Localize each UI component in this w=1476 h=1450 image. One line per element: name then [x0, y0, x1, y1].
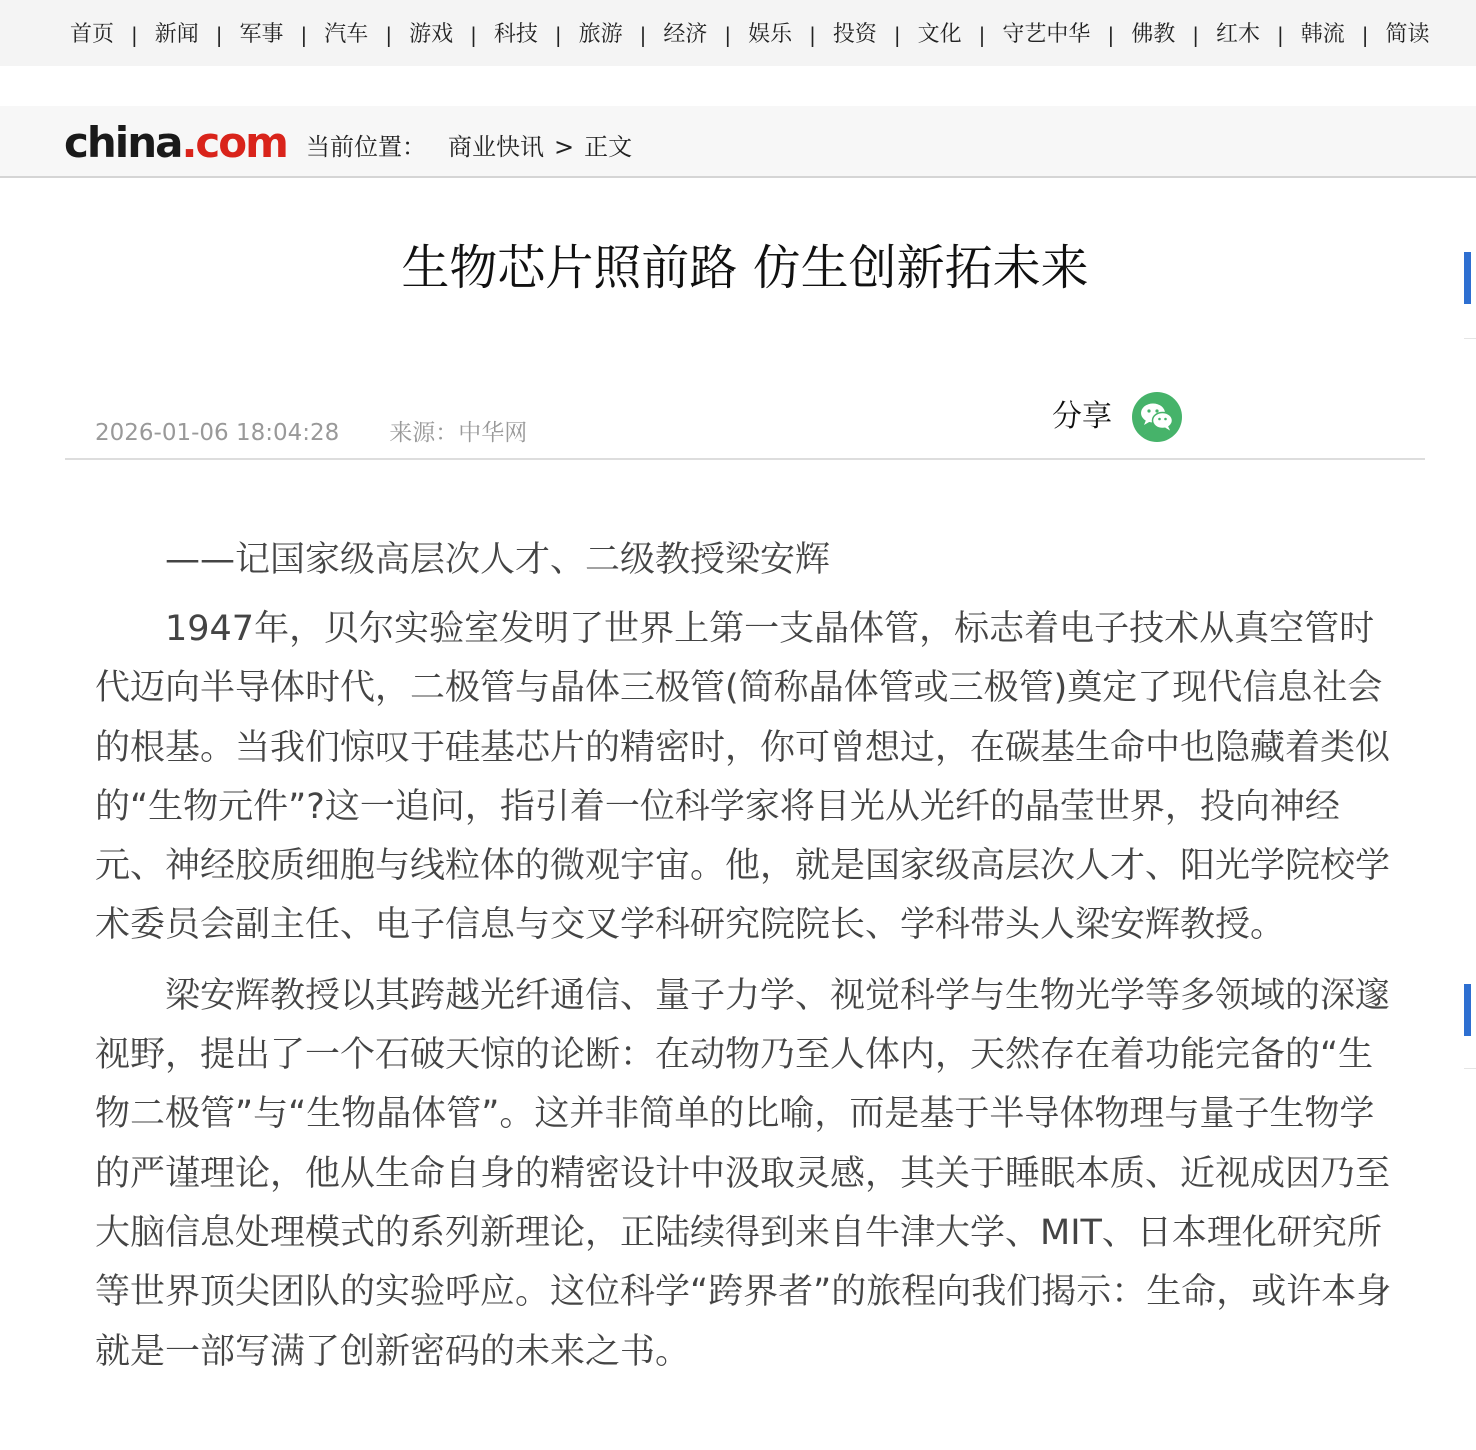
wechat-icon[interactable]	[1132, 392, 1182, 442]
nav-link[interactable]: 首页	[70, 22, 115, 47]
article-meta	[95, 418, 527, 448]
nav-separator: |	[1107, 23, 1115, 47]
site-header	[0, 106, 1476, 178]
share-bar	[1052, 392, 1182, 442]
right-edge-accent-top	[1464, 252, 1471, 304]
nav-link[interactable]: 佛教	[1131, 22, 1176, 47]
nav-item	[114, 20, 199, 50]
right-edge-divider-bottom	[1464, 1068, 1476, 1069]
logo-text-china: china	[64, 118, 182, 167]
nav-separator: |	[1192, 23, 1199, 47]
nav-item	[877, 20, 962, 50]
nav-separator: |	[385, 23, 393, 47]
nav-separator: |	[131, 23, 138, 47]
breadcrumb-category-link[interactable]: 商业快讯	[448, 133, 544, 161]
nav-separator: |	[809, 23, 816, 47]
breadcrumb	[306, 132, 632, 162]
nav-separator: |	[893, 23, 901, 47]
nav-item	[1090, 20, 1175, 50]
article-paragraph-2: 梁安辉教授以其跨越光纤通信、量子力学、视觉科学与生物光学等多领域的深邃视野，提出了一个石破天惊的论断：在动物乃至人体内，天然存在着功能完备的“生物二极管”与“生物晶体管”。这并非简单的比喻，而是基于半导体物理与量子生物学的严谨理论，他从生命自身的精密设计中汲取灵感，其关于睡眠本质、近视成因乃至大脑信息处理模式的系列新理论，正陆续得到来自牛津大学、MIT、日本理化研究所等世界顶尖团队的实验呼应。这位科学“跨界者”的旅程向我们揭示：生命，或许本身就是一部写满了创新密码的未来之书。	[95, 975, 1392, 1372]
article-body	[95, 530, 1395, 1393]
nav-item	[538, 20, 623, 50]
nav-item	[70, 20, 114, 50]
nav-link[interactable]: 文化	[917, 22, 962, 47]
right-edge-divider-top	[1464, 338, 1476, 339]
site-logo[interactable]	[64, 118, 287, 168]
nav-link[interactable]: 投资	[832, 22, 877, 47]
nav-link[interactable]: 旅游	[578, 22, 623, 47]
nav-item	[623, 20, 708, 50]
nav-link[interactable]: 科技	[493, 22, 538, 47]
nav-link[interactable]: 韩流	[1300, 22, 1345, 47]
article-title: 生物芯片照前路 仿生创新拓未来	[401, 240, 1089, 296]
nav-item	[368, 20, 453, 50]
nav-link[interactable]: 军事	[239, 22, 284, 47]
breadcrumb-label: 当前位置：	[306, 133, 426, 161]
nav-link[interactable]: 红木	[1215, 22, 1260, 47]
breadcrumb-separator: >	[554, 133, 575, 161]
nav-separator: |	[639, 23, 647, 47]
nav-link[interactable]: 新闻	[154, 22, 199, 47]
nav-separator: |	[1276, 23, 1284, 47]
nav-item	[707, 20, 792, 50]
logo-text-com: .com	[181, 118, 287, 167]
nav-link[interactable]: 游戏	[409, 22, 454, 47]
top-navigation	[0, 0, 1476, 66]
nav-item	[962, 20, 1091, 50]
nav-separator: |	[215, 23, 223, 47]
nav-item	[792, 20, 877, 50]
nav-link[interactable]: 简读	[1385, 22, 1430, 47]
nav-separator: |	[554, 23, 562, 47]
nav-separator: |	[724, 23, 732, 47]
nav-separator: |	[470, 23, 477, 47]
article-paragraph-1: 1947年，贝尔实验室发明了世界上第一支晶体管，标志着电子技术从真空管时代迈向半导体时代，二极管与晶体三极管(简称晶体管或三极管)奠定了现代信息社会的根基。当我们惊叹于硅基芯片的精密时，你可曾想过，在碳基生命中也隐藏着类似的“生物元件”?这一追问，指引着一位科学家将目光从光纤的晶莹世界，投向神经元、神经胶质细胞与线粒体的微观宇宙。他，就是国家级高层次人才、阳光学院校学术委员会副主任、电子信息与交叉学科研究院院长、学科带头人梁安辉教授。	[95, 609, 1391, 946]
nav-link[interactable]: 经济	[663, 22, 708, 47]
nav-item	[1345, 20, 1430, 50]
right-edge-accent-bottom	[1464, 984, 1471, 1036]
nav-link[interactable]: 汽车	[324, 22, 369, 47]
nav-item	[284, 20, 369, 50]
nav-item	[453, 20, 538, 50]
nav-item	[1175, 20, 1260, 50]
nav-separator: |	[978, 23, 986, 47]
nav-item	[1260, 20, 1345, 50]
nav-link[interactable]: 娱乐	[748, 22, 793, 47]
nav-separator: |	[1361, 23, 1369, 47]
nav-separator: |	[300, 23, 308, 47]
wechat-icon-glyph	[1140, 402, 1174, 432]
article-subtitle: ——记国家级高层次人才、二级教授梁安辉	[165, 540, 831, 580]
article-datetime: 2026-01-06 18:04:28	[95, 420, 340, 446]
nav-list	[70, 20, 1430, 50]
nav-link[interactable]: 守艺中华	[1002, 22, 1091, 47]
share-label: 分享	[1052, 399, 1112, 434]
meta-divider	[65, 458, 1425, 460]
nav-item	[199, 20, 284, 50]
article-source: 来源：中华网	[389, 420, 528, 446]
breadcrumb-current: 正文	[584, 133, 633, 161]
